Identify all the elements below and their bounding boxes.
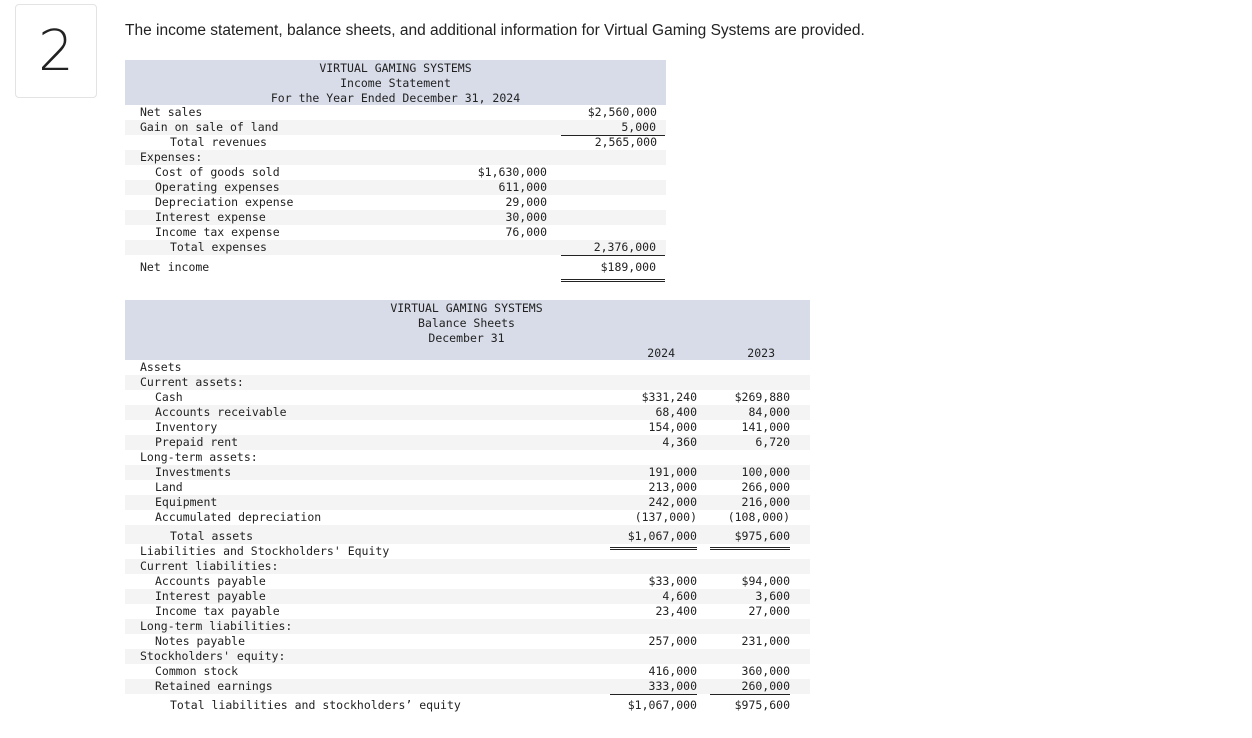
balance-amount-2023: 266,000	[741, 480, 790, 494]
income-label: Interest expense	[155, 210, 266, 224]
balance-label: Prepaid rent	[155, 435, 239, 449]
balance-amount-2024: 242,000	[648, 495, 697, 509]
balance-label: Long-term assets:	[140, 450, 258, 464]
balance-label: Common stock	[155, 664, 239, 678]
balance-amount-2024: 416,000	[648, 664, 697, 678]
income-statement-header	[125, 60, 666, 105]
income-label: Expenses:	[140, 150, 203, 164]
income-label: Operating expenses	[155, 180, 280, 194]
income-label: Net sales	[140, 105, 203, 119]
income-label: Depreciation expense	[155, 195, 294, 209]
balance-row-long-term-assets	[125, 450, 810, 465]
balance-row-prepaid-rent	[125, 435, 810, 450]
balance-amount-2024: $33,000	[648, 574, 697, 588]
balance-label: Liabilities and Stockholders' Equity	[140, 544, 390, 558]
balance-amount-2023: 3,600	[755, 589, 790, 603]
income-row-depreciation-expense	[125, 195, 666, 210]
income-row-total-revenues	[125, 135, 666, 150]
balance-label: Total liabilities and stockholders’ equity	[170, 698, 461, 712]
balance-amount-2023: 216,000	[741, 495, 790, 509]
balance-row-total-assets	[125, 525, 810, 544]
income-amount-col2: 2,565,000	[594, 135, 657, 149]
income-row-income-tax-expense	[125, 225, 666, 240]
balance-label: Stockholders' equity:	[140, 649, 286, 663]
income-amount-col1: $1,630,000	[477, 165, 547, 179]
balance-amount-2024: $1,067,000	[610, 525, 697, 550]
balance-label: Assets	[140, 360, 182, 374]
balance-amount-2024: 213,000	[648, 480, 697, 494]
balance-row-total-liabilities-and-stockholders-equity	[125, 694, 810, 713]
balance-label: Current assets:	[140, 375, 244, 389]
balance-amount-2024: 333,000	[610, 679, 697, 695]
balance-amount-2023: $975,600	[710, 525, 790, 550]
balance-amount-2024: $331,240	[641, 390, 697, 404]
income-amount-col2: $2,560,000	[587, 105, 657, 119]
balance-sheet-header	[125, 300, 810, 360]
balance-sheet-company: VIRTUAL GAMING SYSTEMS	[390, 301, 543, 315]
balance-amount-2023: $269,880	[734, 390, 790, 404]
income-statement-table	[125, 60, 666, 275]
balance-amount-2023: (108,000)	[710, 510, 790, 526]
balance-label: Long-term liabilities:	[140, 619, 293, 633]
balance-sheet-date: December 31	[428, 331, 505, 345]
income-amount-col1: 611,000	[498, 180, 547, 194]
balance-row-accounts-payable	[125, 574, 810, 589]
balance-row-current-liabilities	[125, 559, 810, 574]
balance-label: Accounts payable	[155, 574, 266, 588]
income-row-expenses	[125, 150, 666, 165]
income-statement-title: Income Statement	[340, 76, 451, 90]
balance-amount-2023: 27,000	[748, 604, 790, 618]
income-amount-col2: $189,000	[561, 255, 665, 282]
income-statement-company: VIRTUAL GAMING SYSTEMS	[319, 61, 472, 75]
balance-label: Accumulated depreciation	[155, 510, 322, 524]
income-amount-col2: 2,376,000	[561, 240, 665, 256]
balance-label: Total assets	[170, 529, 254, 543]
balance-amount-2024: (137,000)	[610, 510, 697, 526]
income-statement-period: For the Year Ended December 31, 2024	[270, 91, 521, 105]
income-label: Total expenses	[170, 240, 267, 254]
income-label: Net income	[140, 260, 210, 274]
balance-row-accumulated-depreciation	[125, 510, 810, 525]
balance-row-land	[125, 480, 810, 495]
balance-amount-2023: 84,000	[748, 405, 790, 419]
income-amount-col1: 76,000	[459, 225, 547, 241]
balance-row-investments	[125, 465, 810, 480]
question-number: 2	[38, 18, 74, 84]
balance-row-income-tax-payable	[125, 604, 810, 619]
balance-row-liabilities-and-stockholders-equity	[125, 544, 810, 559]
balance-amount-2024: 68,400	[655, 405, 697, 419]
balance-amount-2024: 4,600	[662, 589, 697, 603]
income-amount-col1: 29,000	[505, 195, 547, 209]
income-row-operating-expenses	[125, 180, 666, 195]
balance-label: Investments	[155, 465, 232, 479]
balance-amount-2024: 257,000	[648, 634, 697, 648]
balance-amount-2023: 100,000	[741, 465, 790, 479]
balance-row-assets	[125, 360, 810, 375]
balance-amount-2023: 6,720	[755, 435, 790, 449]
balance-row-stockholders-equity	[125, 649, 810, 664]
balance-row-inventory	[125, 420, 810, 435]
balance-row-retained-earnings	[125, 679, 810, 694]
balance-label: Notes payable	[155, 634, 246, 648]
balance-label: Income tax payable	[155, 604, 280, 618]
balance-row-cash	[125, 390, 810, 405]
income-row-interest-expense	[125, 210, 666, 225]
balance-row-notes-payable	[125, 634, 810, 649]
balance-label: Inventory	[155, 420, 218, 434]
balance-row-current-assets	[125, 375, 810, 390]
balance-row-common-stock	[125, 664, 810, 679]
balance-row-equipment	[125, 495, 810, 510]
intro-text: The income statement, balance sheets, and additional information for Virtual Gaming Systems are provided.	[125, 22, 865, 39]
balance-row-accounts-receivable	[125, 405, 810, 420]
balance-amount-2024: 191,000	[648, 465, 697, 479]
balance-sheet-title: Balance Sheets	[418, 316, 515, 330]
balance-amount-2023: 141,000	[741, 420, 790, 434]
balance-amount-2024: 154,000	[648, 420, 697, 434]
balance-amount-2023: 231,000	[741, 634, 790, 648]
income-row-net-sales	[125, 105, 666, 120]
balance-row-long-term-liabilities	[125, 619, 810, 634]
income-row-net-income	[125, 255, 666, 275]
balance-label: Land	[155, 480, 183, 494]
year-header-2023: 2023	[747, 346, 775, 360]
year-header-2024: 2024	[647, 346, 675, 360]
balance-amount-2024: $1,067,000	[627, 698, 697, 712]
income-row-total-expenses	[125, 240, 666, 255]
balance-amount-2023: $975,600	[734, 698, 790, 712]
balance-amount-2023: $94,000	[741, 574, 790, 588]
income-label: Gain on sale of land	[140, 120, 279, 134]
income-label: Income tax expense	[155, 225, 280, 239]
balance-label: Interest payable	[155, 589, 266, 603]
balance-label: Equipment	[155, 495, 218, 509]
balance-amount-2023: 360,000	[741, 664, 790, 678]
balance-amount-2024: 23,400	[655, 604, 697, 618]
income-label: Cost of goods sold	[155, 165, 280, 179]
balance-amount-2024: 4,360	[662, 435, 697, 449]
income-label: Total revenues	[170, 135, 267, 149]
question-number-box	[15, 4, 97, 98]
balance-amount-2023: 260,000	[710, 679, 790, 695]
balance-label: Cash	[155, 390, 183, 404]
balance-label: Current liabilities:	[140, 559, 279, 573]
income-amount-col1: 30,000	[505, 210, 547, 224]
balance-label: Retained earnings	[155, 679, 273, 693]
balance-label: Accounts receivable	[155, 405, 287, 419]
balance-row-interest-payable	[125, 589, 810, 604]
income-amount-col2: 5,000	[561, 120, 665, 136]
income-row-cost-of-goods-sold	[125, 165, 666, 180]
balance-sheet-table	[125, 300, 810, 713]
income-row-gain-on-sale-of-land	[125, 120, 666, 135]
